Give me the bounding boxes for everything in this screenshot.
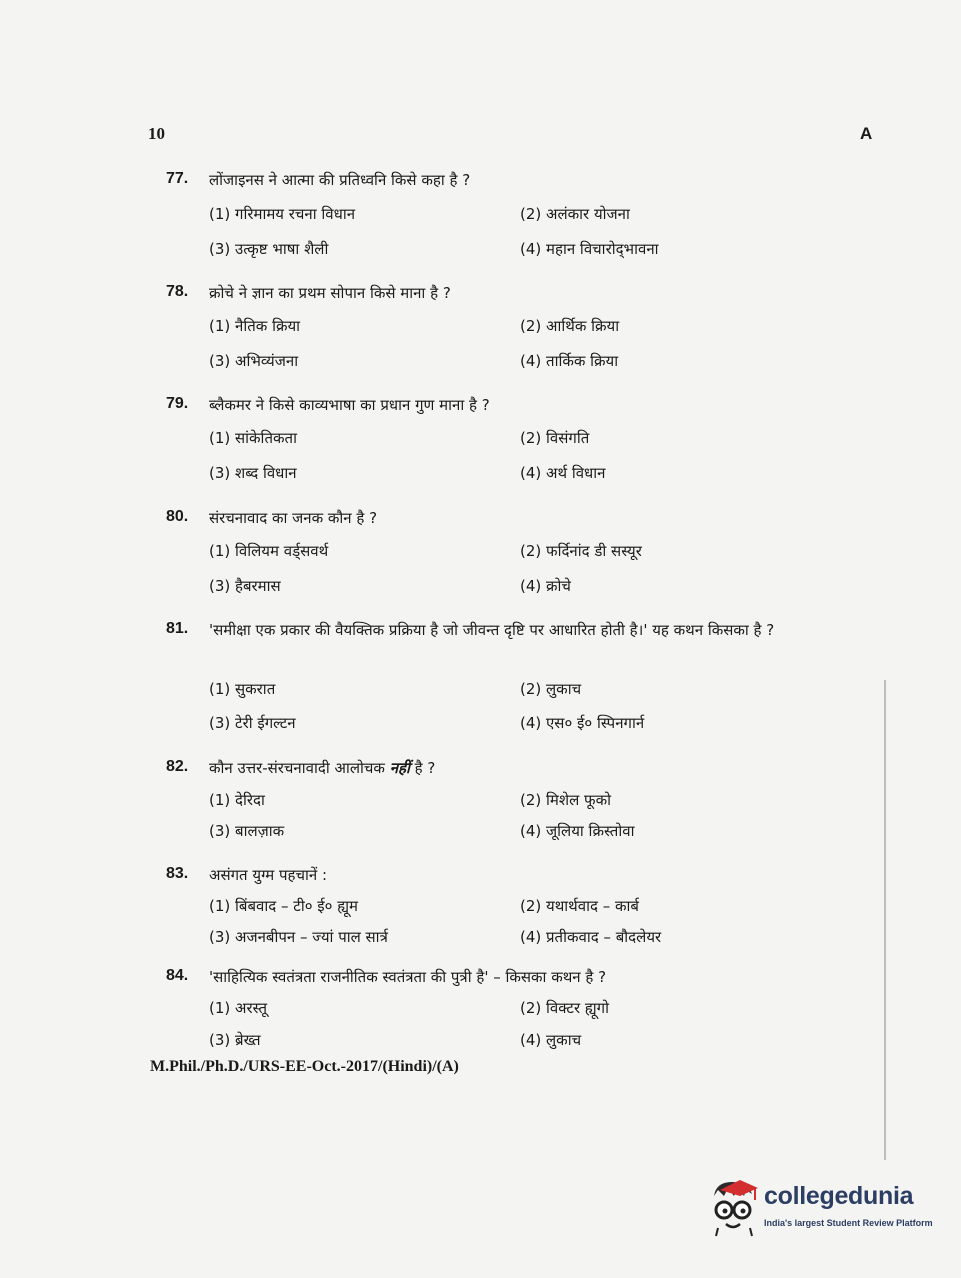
question-number: 83. bbox=[166, 865, 189, 882]
question-number: 82. bbox=[166, 758, 189, 775]
option: (4) जूलिया क्रिस्तोवा bbox=[520, 822, 635, 840]
option: (1) गरिमामय रचना विधान bbox=[209, 205, 356, 223]
question-number: 81. bbox=[166, 620, 189, 637]
scan-edge-line bbox=[884, 680, 886, 1160]
option: (3) उत्कृष्ट भाषा शैली bbox=[209, 240, 329, 258]
option: (3) अजनबीपन – ज्यां पाल सार्त्र bbox=[209, 928, 388, 946]
question-text: लोंजाइनस ने आत्मा की प्रतिध्वनि किसे कहा है ? bbox=[209, 171, 471, 189]
exam-code-footer: M.Phil./Ph.D./URS-EE-Oct.-2017/(Hindi)/(A) bbox=[150, 1058, 459, 1075]
option: (1) देरिदा bbox=[209, 791, 265, 809]
question-set-code: A bbox=[860, 124, 873, 143]
option: (4) क्रोचे bbox=[520, 577, 571, 595]
option: (3) अभिव्यंजना bbox=[209, 352, 299, 370]
question-text: असंगत युग्म पहचानें : bbox=[209, 866, 328, 884]
question-text: 'साहित्यिक स्वतंत्रता राजनीतिक स्वतंत्रता की पुत्री है' – किसका कथन है ? bbox=[209, 968, 607, 986]
option: (2) विक्टर ह्यूगो bbox=[520, 999, 610, 1017]
option: (3) हैबरमास bbox=[209, 577, 281, 595]
option: (2) मिशेल फूको bbox=[520, 791, 611, 809]
option: (2) यथार्थवाद – कार्ब bbox=[520, 897, 639, 915]
mascot-logo-icon bbox=[706, 1176, 762, 1238]
option: (3) टेरी ईगल्टन bbox=[209, 714, 296, 732]
option: (2) लुकाच bbox=[520, 680, 582, 698]
question-number: 77. bbox=[166, 170, 189, 187]
option: (4) लुकाच bbox=[520, 1031, 582, 1049]
option: (3) शब्द विधान bbox=[209, 464, 297, 482]
option: (1) नैतिक क्रिया bbox=[209, 317, 301, 335]
brand-tagline: India's largest Student Review Platform bbox=[764, 1218, 933, 1228]
option: (4) महान विचारोद्‌भावना bbox=[520, 240, 659, 258]
collegedunia-watermark bbox=[706, 1170, 936, 1242]
question-text: ब्लैकमर ने किसे काव्यभाषा का प्रधान गुण माना है ? bbox=[209, 396, 490, 414]
question-number: 80. bbox=[166, 508, 189, 525]
option: (1) अरस्तू bbox=[209, 999, 267, 1017]
question-number: 84. bbox=[166, 967, 189, 984]
option: (2) फर्दिनांद डी सस्यूर bbox=[520, 542, 642, 560]
question-number: 79. bbox=[166, 395, 189, 412]
option: (1) सांकेतिकता bbox=[209, 429, 297, 447]
option: (2) अलंकार योजना bbox=[520, 205, 630, 223]
emphasis-not: नहीं bbox=[389, 759, 410, 777]
option: (1) बिंबवाद – टी० ई० ह्यूम bbox=[209, 897, 358, 915]
question-text: संरचनावाद का जनक कौन है ? bbox=[209, 509, 378, 527]
question-text bbox=[209, 756, 874, 780]
question-text-part: कौन उत्तर-संरचनावादी आलोचक bbox=[209, 759, 390, 777]
question-number: 78. bbox=[166, 283, 189, 300]
option: (1) सुकरात bbox=[209, 680, 276, 698]
page-number: 10 bbox=[148, 124, 165, 143]
option: (4) एस० ई० स्पिनगार्न bbox=[520, 714, 645, 732]
option: (2) आर्थिक क्रिया bbox=[520, 317, 620, 335]
option: (3) ब्रेख्त bbox=[209, 1031, 261, 1049]
question-text: क्रोचे ने ज्ञान का प्रथम सोपान किसे माना है ? bbox=[209, 284, 451, 302]
option: (4) अर्थ विधान bbox=[520, 464, 606, 482]
option: (3) बालज़ाक bbox=[209, 822, 285, 840]
option: (2) विसंगति bbox=[520, 429, 590, 447]
option: (4) तार्किक क्रिया bbox=[520, 352, 619, 370]
question-text: 'समीक्षा एक प्रकार की वैयक्तिक प्रक्रिया है जो जीवन्त दृष्टि पर आधारित होती है।' यह कथन किसका है ? bbox=[209, 621, 775, 639]
option: (1) विलियम वर्ड्‌सवर्थ bbox=[209, 542, 329, 560]
option: (4) प्रतीकवाद – बौदलेयर bbox=[520, 928, 662, 946]
question-text-part: है ? bbox=[409, 759, 436, 777]
brand-name: collegedunia bbox=[764, 1182, 914, 1210]
